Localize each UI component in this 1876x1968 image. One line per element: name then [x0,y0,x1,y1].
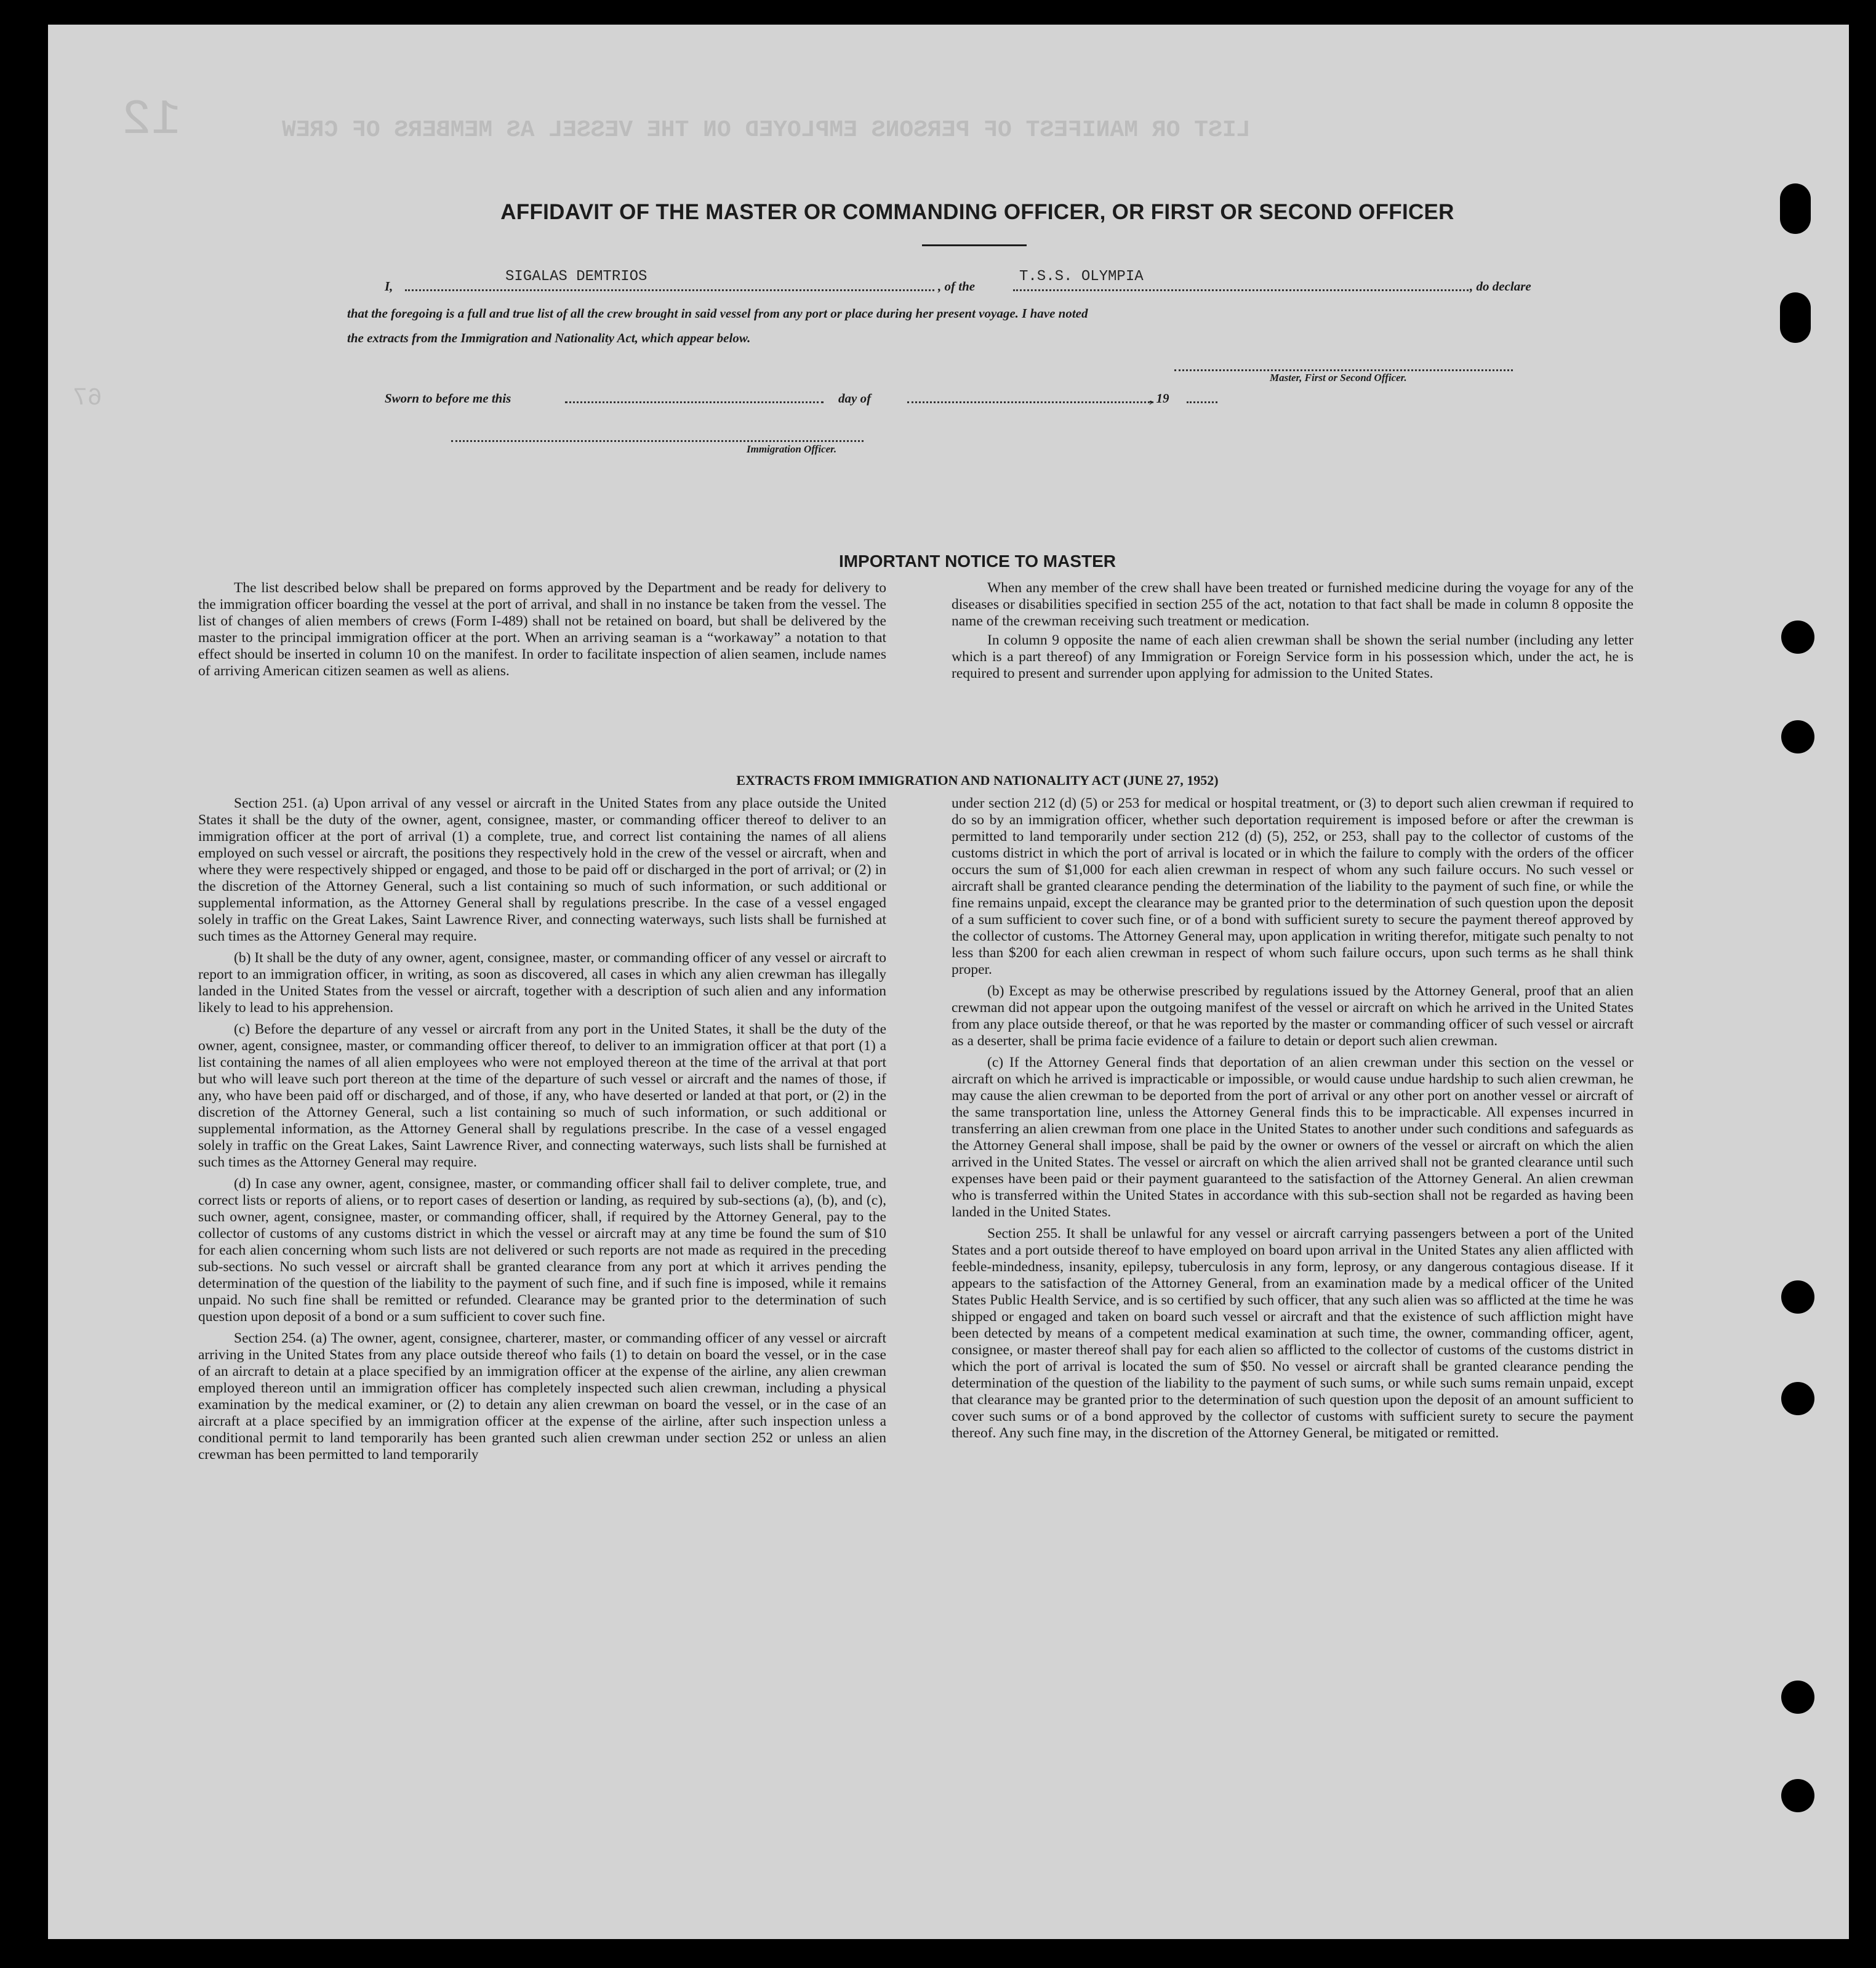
master-signature-line [1174,369,1513,371]
section-254-a-continued: under section 212 (d) (5) or 253 for medical or hospital treatment, or (3) to deport such alien crewman if required to do so by an immigration officer, whether such deportation requirement is imposed before or after the crewman is permitted to land temporarily under section 212 (d) (5), 252, or 253, shall pay to the collector of customs of the customs district in which the port of arrival is located or in which the failure to comply with the orders of the officer occurs the sum of $1,000 for each alien crewman in respect of whom any such failure occurs. No such vessel or aircraft shall be granted clearance pending the determination of the liability to the payment of such fine, or while the fine remains unpaid, except the clearance may be granted prior to the determination of such question upon the deposit of a sum sufficient to cover such fine, or of a bond with sufficient surety to secure the payment thereof approved by the collector of customs. The Attorney General may, upon application in writing therefor, mitigate such penalty to not less than $200 for each alien crewman in respect of whom such failure occurs, upon such terms as he shall think proper. [952,795,1633,978]
section-251-b: (b) It shall be the duty of any owner, agent, consignee, master, or commanding officer of any vessel or aircraft to report to an immigration officer, in writing, as soon as discovered, all cases in which any alien crewman has illegally landed in the United States from the vessel or aircraft, together with a description of such alien and any information likely to lead to his apprehension. [198,950,886,1016]
officer-caption: Immigration Officer. [747,443,837,455]
sworn-label: Sworn to before me this [385,391,511,406]
section-255: Section 255. It shall be unlawful for any vessel or aircraft carrying passengers between a port of the United States and a port outside thereof to have employed on board upon arrival in the United States any alien afflicted with feeble-mindedness, insanity, epilepsy, tuberculosis in any form, leprosy, or any dangerous contagious disease. If it appears to the satisfaction of the Attorney General, from an examination made by a medical officer of the United States Public Health Service, and is so certified by such officer, that any such alien was so afflicted at the time he was shipped or engaged and taken on board such vessel or aircraft and that the existence of such affliction might have been detected by means of a competent medical examination at such time, the owner, commanding officer, agent, consignee, or master thereof shall pay for each alien so afflicted to the collector of customs of the customs district in which the port of arrival is located the sum of $50. No vessel or aircraft shall be granted clearance pending the determination of the question of the liability to the payment of such sums, or while such sums remain unpaid, except that clearance may be granted prior to the determination of such question upon the deposit of an amount sufficient to cover such sums or of a bond approved by the collector of customs with sufficient surety to secure the payment thereof. Any such fine may, in the discretion of the Attorney General, be mitigated or remitted. [952,1226,1633,1441]
declarant-name: SIGALAS DEMTRIOS [505,268,647,285]
extracts-title: EXTRACTS FROM IMMIGRATION AND NATIONALITY ACT (JUNE 27, 1952) [736,773,1219,788]
declaration-line-3: the extracts from the Immigration and Nationality Act, which appear below. [347,331,751,345]
notice-left-column [198,580,886,685]
officer-signature-line [451,440,864,442]
bleed-through-margin-number: 67 [73,385,103,412]
day-of-label: day of [838,391,872,406]
binder-hole [1780,183,1811,234]
section-254-c: (c) If the Attorney General finds that deportation of an alien crewman under this section on the vessel or aircraft on which he arrived is impracticable or impossible, or would cause undue hardship to such alien crewman, he may cause the alien crewman to be deported from the port of arrival or any other port on another vessel or aircraft of the same transportation line, unless the Attorney General finds this to be impracticable. All expenses incurred in transferring an alien crewman from one place in the United States to another under such conditions and safeguards as the Attorney General shall impose, shall be paid by the owner or owners of the vessel or aircraft on which the alien arrived in the United States. The vessel or aircraft on which the alien arrived shall not be granted clearance until such expenses have been paid or their payment guaranteed to the satisfaction of the Attorney General. An alien crewman who is transferred within the United States in accordance with this sub-section shall not be regarded as having been landed in the United States. [952,1054,1633,1220]
notice-right-paragraph-1: When any member of the crew shall have been treated or furnished medicine during the voyage for any of the diseases or disabilities specified in section 255 of the act, notation to that fact shall be made in column 8 opposite the name of the crewman receiving such treatment or medication. [952,580,1633,629]
affidavit-title: AFFIDAVIT OF THE MASTER OR COMMANDING OFFICER, OR FIRST OR SECOND OFFICER [500,200,1454,224]
extracts-right-column [952,795,1633,1447]
year-label: , 19 [1150,391,1169,406]
notice-right-paragraph-2: In column 9 opposite the name of each alien crewman shall be shown the serial number (including any letter which is a part thereof) of any Immigration or Foreign Service form in his possession which, under the act, he is required to present and surrender upon applying for admission to the United States. [952,632,1633,681]
extracts-left-column [198,795,886,1468]
notice-right-column [952,580,1633,687]
bleed-through-page-number: 12 [122,92,182,148]
document-page [48,25,1849,1939]
master-caption: Master, First or Second Officer. [1270,372,1407,384]
vessel-line [1013,289,1469,291]
binder-hole [1781,1382,1814,1415]
title-rule [922,244,1027,246]
binder-hole [1780,292,1811,343]
section-254-a: Section 254. (a) The owner, agent, consignee, charterer, master, or commanding officer of any vessel or aircraft arriving in the United States from any place outside thereof who fails (1) to detain on board the vessel, or in the case of an aircraft to detain at a place specified by an immigration officer at the expense of the airline, any alien crewman employed thereon until an immigration officer has completely inspected such alien crewman, including a physical examination by the medical examiner, or (2) to detain any alien crewman on board the vessel, or in the case of an aircraft at a place specified by an immigration officer at the expense of the airline, after such inspection unless a conditional permit to land temporarily has been granted such alien crewman under section 252 or unless an alien crewman has been permitted to land temporarily [198,1330,886,1463]
sworn-day-line [565,401,824,403]
notice-left-paragraph: The list described below shall be prepared on forms approved by the Department and be ready for delivery to the immigration officer boarding the vessel at the port of arrival, and shall in no instance be taken from the vessel. The list of changes of alien members of crews (Form I-489) shall not be retained on board, but shall be delivered by the master to the principal immigration officer at the port. When an arriving seaman is a “workaway” a notation to that effect should be inserted in column 10 on the manifest. In order to facilitate inspection of alien seamen, include names of arriving American citizen seamen as well as aliens. [198,580,886,679]
section-251-a: Section 251. (a) Upon arrival of any vessel or aircraft in the United States from any place outside the United States it shall be the duty of the owner, agent, consignee, master, or commanding officer thereof to deliver to an immigration officer at the port of arrival (1) a complete, true, and correct list containing the names of all aliens employed on such vessel or aircraft, the positions they respectively hold in the crew of the vessel or aircraft, when and where they were respectively shipped or engaged, and those to be paid off or discharged in the port of arrival; or (2) in the discretion of the Attorney General, such a list containing so much of such information, or such additional or supplemental information, as the Attorney General shall by regulations prescribe. In the case of a vessel engaged solely in traffic on the Great Lakes, Saint Lawrence River, and connecting waterways, such lists shall be furnished at such times as the Attorney General may require. [198,795,886,944]
binder-hole [1781,1280,1814,1314]
sworn-year-line [1187,401,1217,403]
name-line [405,289,934,291]
notice-title: IMPORTANT NOTICE TO MASTER [838,552,1116,571]
do-declare-label: , do declare [1470,279,1531,294]
binder-hole [1781,720,1814,753]
bleed-through-heading: LIST OR MANIFEST OF PERSONS EMPLOYED ON THE VESSEL AS MEMBERS OF CREW [282,117,1251,143]
section-254-b: (b) Except as may be otherwise prescribed by regulations issued by the Attorney General, proof that an alien crewman did not appear upon the outgoing manifest of the vessel or aircraft on which he arrived in the United States from any place outside thereof, or that he was reported by the master or commanding officer of such vessel or aircraft as a deserter, shall be prima facie evidence of a failure to detain or deport such alien crewman. [952,983,1633,1049]
section-251-d: (d) In case any owner, agent, consignee, master, or commanding officer shall fail to deliver complete, true, and correct lists or reports of aliens, or to report cases of desertion or landing, as required by sub-sections (a), (b), and (c), such owner, agent, consignee, master, or commanding officer, shall, if required by the Attorney General, pay to the collector of customs of any customs district in which the vessel or aircraft may at any time be found the sum of $10 for each alien concerning whom such lists are not delivered or such reports are not made as required in the preceding sub-sections. No such vessel or aircraft shall be granted clearance from any port at which it arrives pending the determination of the question of the liability to the payment of such fine, and if such fine is imposed, while it remains unpaid. No such fine shall be remitted or refunded. Clearance may be granted prior to the determination of such question upon deposit of a bond or a sum sufficient to cover such fine. [198,1176,886,1325]
binder-hole [1781,1779,1814,1812]
binder-hole [1781,621,1814,654]
binder-hole [1781,1681,1814,1714]
vessel-name: T.S.S. OLYMPIA [1019,268,1144,285]
declaration-line-2: that the foregoing is a full and true list of all the crew brought in said vessel from any port or place during her present voyage. I have noted [347,306,1088,321]
of-the-label: , of the [938,279,976,294]
section-251-c: (c) Before the departure of any vessel or aircraft from any port in the United States, it shall be the duty of the owner, agent, consignee, master, or commanding officer thereof, to deliver to an immigration officer at that port (1) a list containing the names of all alien employees who were not employed thereon at the time of the arrival at that port but who will leave such port thereon at the time of the departure of such vessel or aircraft and the names of those, if any, who have been paid off or discharged, and of those, if any, who have deserted or landed at that port, or (2) in the discretion of the Attorney General, such a list containing so much of such information, or such additional or supplemental information, as the Attorney General shall by regulations prescribe. In the case of a vessel engaged solely in traffic on the Great Lakes, Saint Lawrence River, and connecting waterways, such lists shall be furnished at such times as the Attorney General may require. [198,1021,886,1170]
i-label: I, [385,279,393,294]
sworn-month-line [907,401,1153,403]
